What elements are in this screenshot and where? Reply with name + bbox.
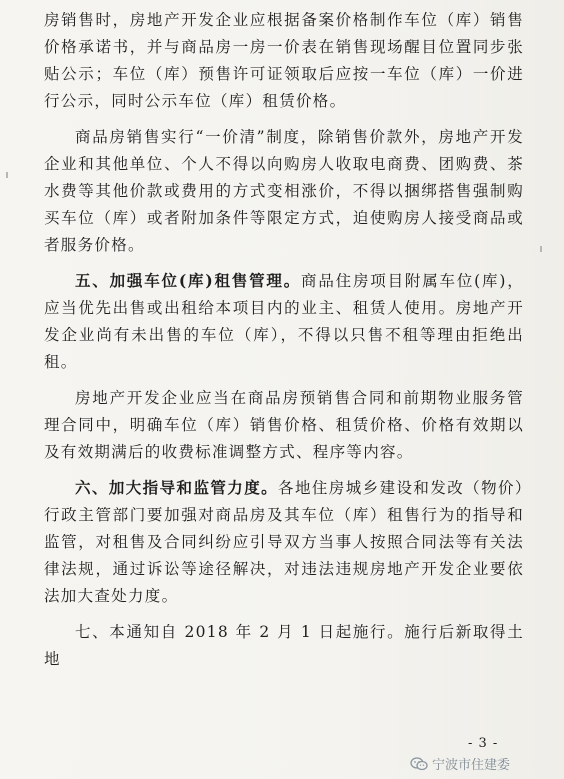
scan-mark: [6, 172, 8, 178]
paragraph-2-body: 商品房销售实行“一价清”制度，除销售价款外，房地产开发企业和其他单位、个人不得以向购房人收取电商费、团购费、茶水费等其他价款或费用的方式变相涨价，不得以捆绑搭售强制购买车位（库）或者附加条件等限定方式，迫使购房人接受商品或者服务价格。: [44, 128, 524, 254]
paragraph-1: [44, 6, 524, 115]
paragraph-6: [44, 618, 524, 673]
page-number: - 3 -: [468, 736, 499, 751]
paragraph-5: [44, 474, 524, 610]
paragraph-2: [44, 123, 524, 259]
account-watermark: [410, 754, 510, 773]
section-six-heading: 六、加大指导和监管力度。: [75, 478, 279, 497]
paragraph-3-body: 商品住房项目附属车位(库)，应当优先出售或出租给本项目内的业主、租赁人使用。房地产开发企业尚有未出售的车位（库），不得以只售不租等理由拒绝出租。: [44, 272, 524, 371]
paragraph-1-body: 房销售时，房地产开发企业应根据备案价格制作车位（库）销售价格承诺书，并与商品房一房一价表在销售现场醒目位置同步张贴公示；车位（库）预售许可证领取后应按一车位（库）一价进行公示，同时公示车位（库）租赁价格。: [44, 11, 524, 110]
scan-mark: [540, 246, 542, 252]
wechat-icon: [410, 757, 428, 771]
section-five-heading: 五、加强车位(库)租售管理。: [75, 271, 302, 290]
paragraph-5-body: 各地住房城乡建设和发改（物价）行政主管部门要加强对商品房及其车位（库）租售行为的指导和监管，对租售及合同纠纷应引导双方当事人按照合同法等有关法律法规，通过诉讼等途径解决，对违法违规房地产开发企业要依法加大查处力度。: [44, 479, 524, 605]
watermark-text: 宁波市住建委: [432, 758, 511, 773]
paragraph-6-body: 七、本通知自 2018 年 2 月 1 日起施行。施行后新取得土地: [44, 623, 524, 668]
paragraph-3: [44, 267, 524, 376]
document-body: [44, 6, 524, 673]
paragraph-4: [44, 384, 524, 466]
paragraph-4-body: 房地产开发企业应当在商品房预销售合同和前期物业服务管理合同中，明确车位（库）销售价格、租赁价格、价格有效期以及有效期满后的收费标准调整方式、程序等内容。: [44, 389, 524, 461]
